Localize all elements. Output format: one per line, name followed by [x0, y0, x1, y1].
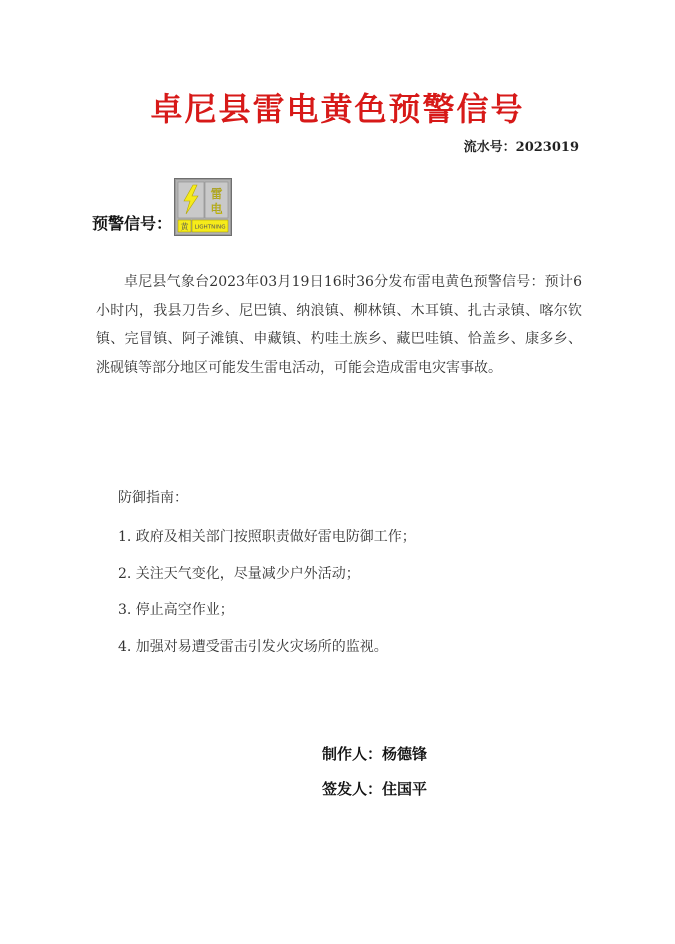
defense-guide-list [118, 523, 416, 669]
warning-body: 卓尼县气象台2023年03月19日16时36分发布雷电黄色预警信号：预计6小时内，我县刀告乡、尼巴镇、纳浪镇、柳林镇、木耳镇、扎古录镇、喀尔钦镇、完冒镇、阿子滩镇、申藏镇、杓哇土族乡、藏巴哇镇、恰盖乡、康多乡、洮砚镇等部分地区可能发生雷电活动，可能会造成雷电灾害事故。 [96, 274, 582, 376]
defense-item: 1. 政府及相关部门按照职责做好雷电防御工作； [118, 529, 416, 545]
signal-english-text: LIGHTNING [194, 224, 226, 231]
signal-glyph-bottom: 电 [210, 202, 223, 216]
defense-item: 2. 关注天气变化，尽量减少户外活动； [118, 565, 360, 582]
signal-level-glyph: 黄 [180, 222, 189, 232]
signal-label: 预警信号： [92, 214, 173, 233]
defense-guide-title: 防御指南： [118, 490, 188, 506]
maker-signature: 制作人：杨德锋 [322, 745, 428, 763]
lightning-yellow-warning-icon [174, 178, 232, 236]
signal-glyph-top: 雷 [210, 187, 223, 201]
defense-item: 3. 停止高空作业； [118, 602, 234, 618]
page-title: 卓尼县雷电黄色预警信号 [150, 90, 525, 128]
serial-number: 流水号：2023019 [463, 140, 579, 155]
issuer-signature: 签发人：住国平 [322, 780, 428, 798]
signal-row [92, 176, 232, 236]
defense-item: 4. 加强对易遭受雷击引发火灾场所的监视。 [118, 638, 388, 655]
